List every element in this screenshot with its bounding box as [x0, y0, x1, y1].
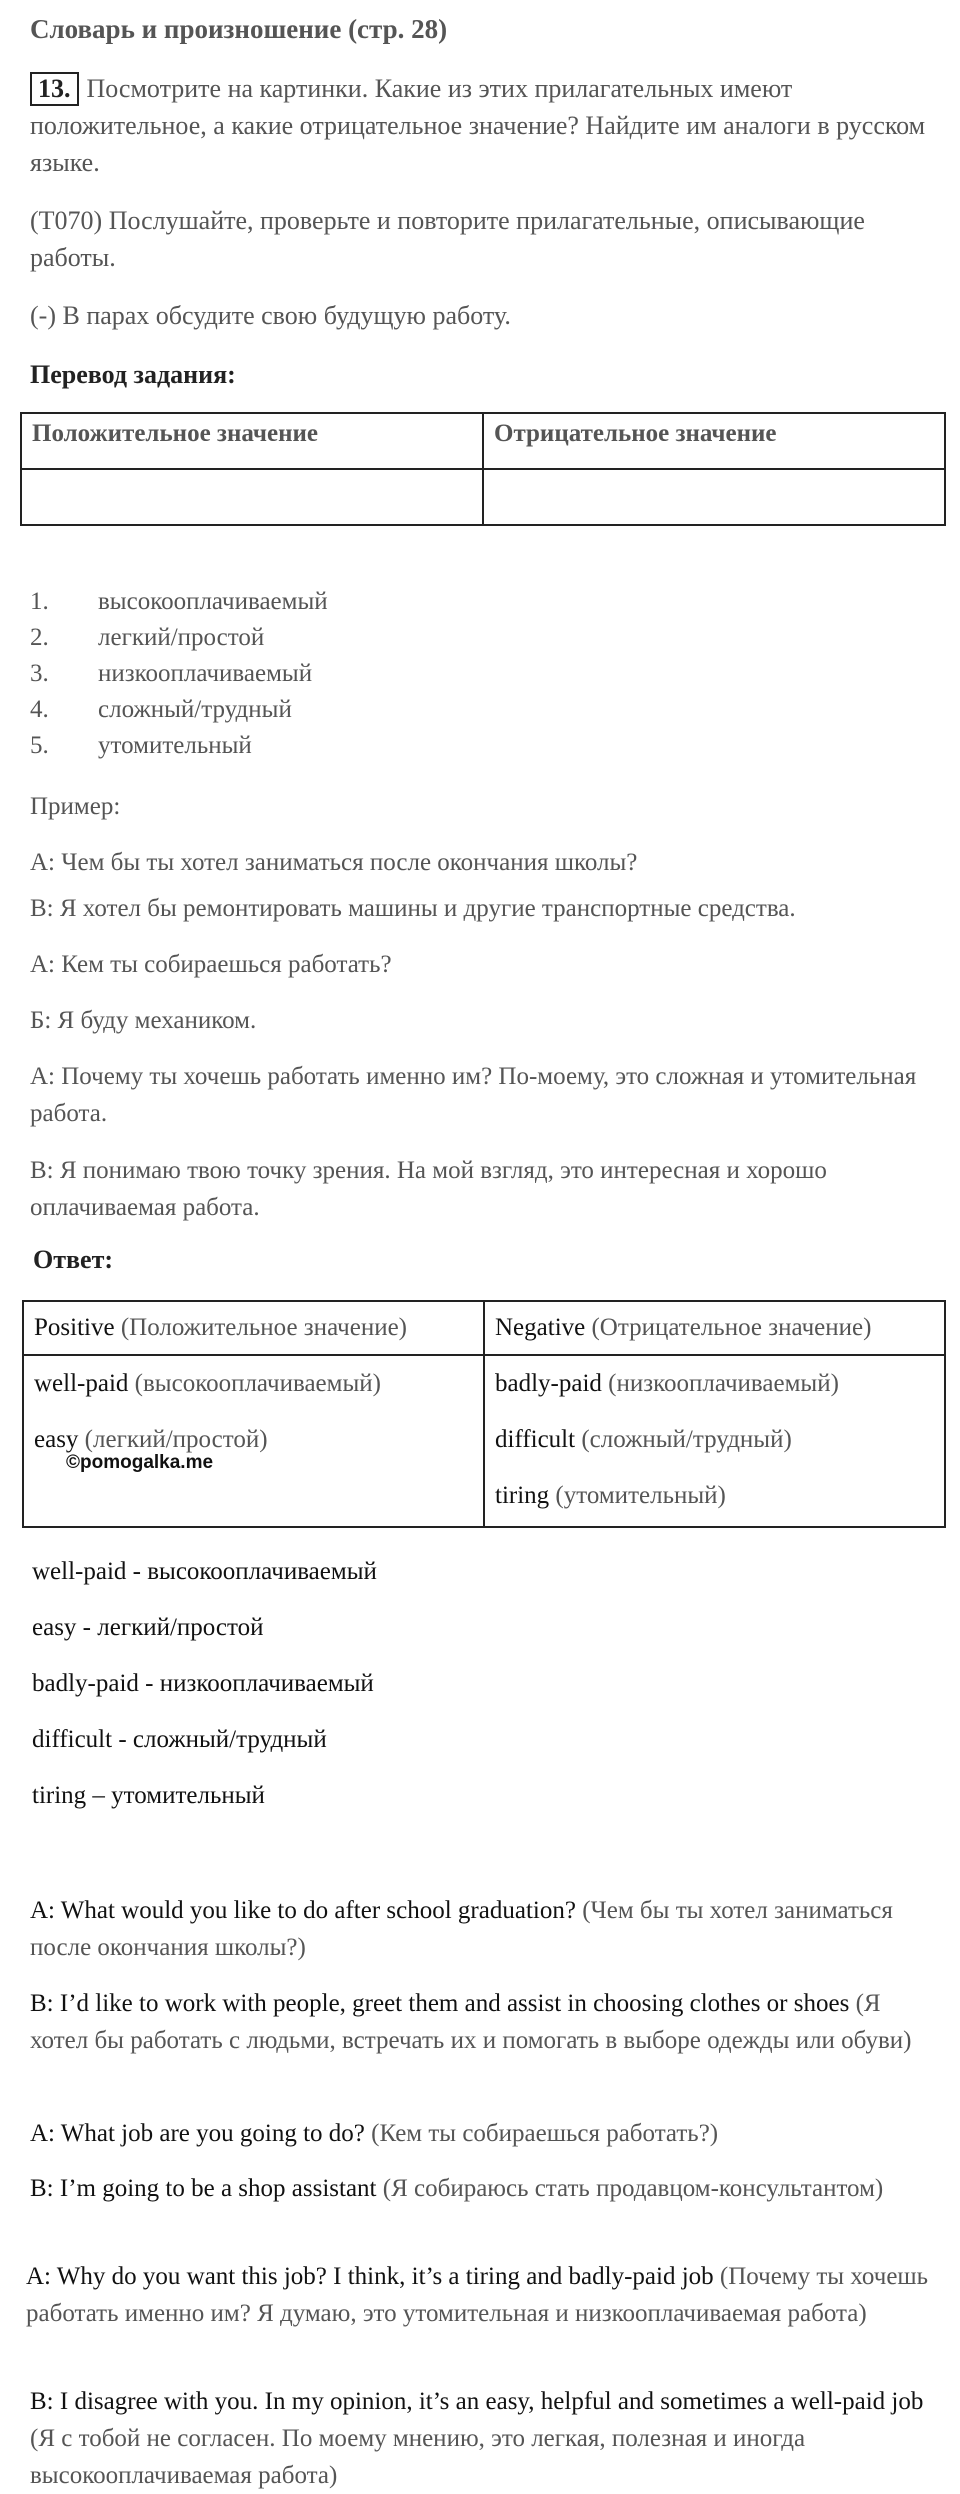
list-item: 2. легкий/простой — [30, 624, 265, 651]
translation-col-positive: Положительное значение — [21, 413, 483, 469]
answer-item: easy (легкий/простой) — [34, 1426, 268, 1453]
glossary-item: tiring – утомительный — [32, 1782, 265, 1809]
example-line: А: Почему ты хочешь работать именно им? По-моему, это сложная и утомительная работа. — [30, 1063, 917, 1127]
list-item: 4. сложный/трудный — [30, 696, 292, 723]
task-instruction: Посмотрите на картинки. Какие из этих прилагательных имеют положительное, а какие отрицательное значение? Найдите им аналоги в русском языке. — [30, 74, 926, 177]
example-line: В: Я хотел бы ремонтировать машины и другие транспортные средства. — [30, 895, 796, 922]
task-audio: (T070) Послушайте, проверьте и повторите прилагательные, описывающие работы. — [30, 206, 865, 272]
answer-header-negative: Negative (Отрицательное значение) — [484, 1301, 945, 1355]
answer-dialog-line: A: What would you like to do after school graduation? (Чем бы ты хотел заниматься после окончания школы?) — [30, 1897, 893, 1961]
translation-col-negative: Отрицательное значение — [483, 413, 945, 469]
page-heading: Словарь и произношение (стр. 28) — [30, 14, 448, 44]
answer-item: badly-paid (низкооплачиваемый) — [495, 1370, 839, 1397]
translation-table — [20, 412, 946, 526]
answer-dialog-line: B: I disagree with you. In my opinion, it’s an easy, helpful and sometimes a well-paid job (Я с тобой не согласен. По моему мнению, это легкая, полезная и иногда высокооплачиваемая работа) — [30, 2388, 924, 2489]
glossary — [32, 1544, 377, 1824]
glossary-item: difficult - сложный/трудный — [32, 1726, 327, 1753]
answer-title: Ответ: — [33, 1245, 114, 1274]
answer-dialog-line: B: I’d like to work with people, greet them and assist in choosing clothes or shoes (Я хотел бы работать с людьми, встречать их и помогать в выборе одежды или обуви) — [30, 1990, 912, 2054]
answer-cell-negative — [484, 1355, 945, 1527]
watermark: ©pomogalka.me — [66, 1452, 214, 1473]
translation-title: Перевод задания: — [30, 360, 236, 389]
list-item: 5. утомительный — [30, 732, 252, 759]
example-line: А: Чем бы ты хотел заниматься после окончания школы? — [30, 849, 638, 876]
glossary-item: well-paid - высокооплачиваемый — [32, 1558, 377, 1585]
example-line: А: Кем ты собираешься работать? — [30, 951, 392, 978]
answer-table — [22, 1300, 946, 1528]
answer-item: well-paid (высокооплачиваемый) — [34, 1370, 381, 1397]
task-number: 13. — [30, 72, 79, 106]
glossary-item: easy - легкий/простой — [32, 1614, 264, 1641]
answer-item: tiring (утомительный) — [495, 1482, 726, 1509]
glossary-item: badly-paid - низкооплачиваемый — [32, 1670, 374, 1697]
adjective-list — [30, 584, 328, 764]
example-line: Б: Я буду механиком. — [30, 1007, 257, 1034]
answer-cell-positive — [23, 1355, 484, 1527]
task-text-block — [30, 70, 930, 181]
translation-cell-empty — [483, 469, 945, 525]
example-label: Пример: — [30, 793, 121, 820]
answer-header-positive: Positive (Положительное значение) — [23, 1301, 484, 1355]
example-line: В: Я понимаю твою точку зрения. На мой взгляд, это интересная и хорошо оплачиваемая работа. — [30, 1157, 827, 1221]
task-pairs: (-) В парах обсудите свою будущую работу. — [30, 301, 511, 330]
translation-cell-empty — [21, 469, 483, 525]
answer-item: difficult (сложный/трудный) — [495, 1426, 792, 1453]
list-item: 1. высокооплачиваемый — [30, 588, 328, 615]
list-item: 3. низкооплачиваемый — [30, 660, 313, 687]
answer-dialog-line: A: What job are you going to do? (Кем ты собираешься работать?) — [30, 2120, 719, 2147]
answer-dialog-line: A: Why do you want this job? I think, it’s a tiring and badly-paid job (Почему ты хочешь работать именно им? Я думаю, это утомительная и низкооплачиваемая работа) — [26, 2263, 929, 2327]
answer-dialog-line: B: I’m going to be a shop assistant (Я собираюсь стать продавцом-консультантом) — [30, 2175, 884, 2202]
